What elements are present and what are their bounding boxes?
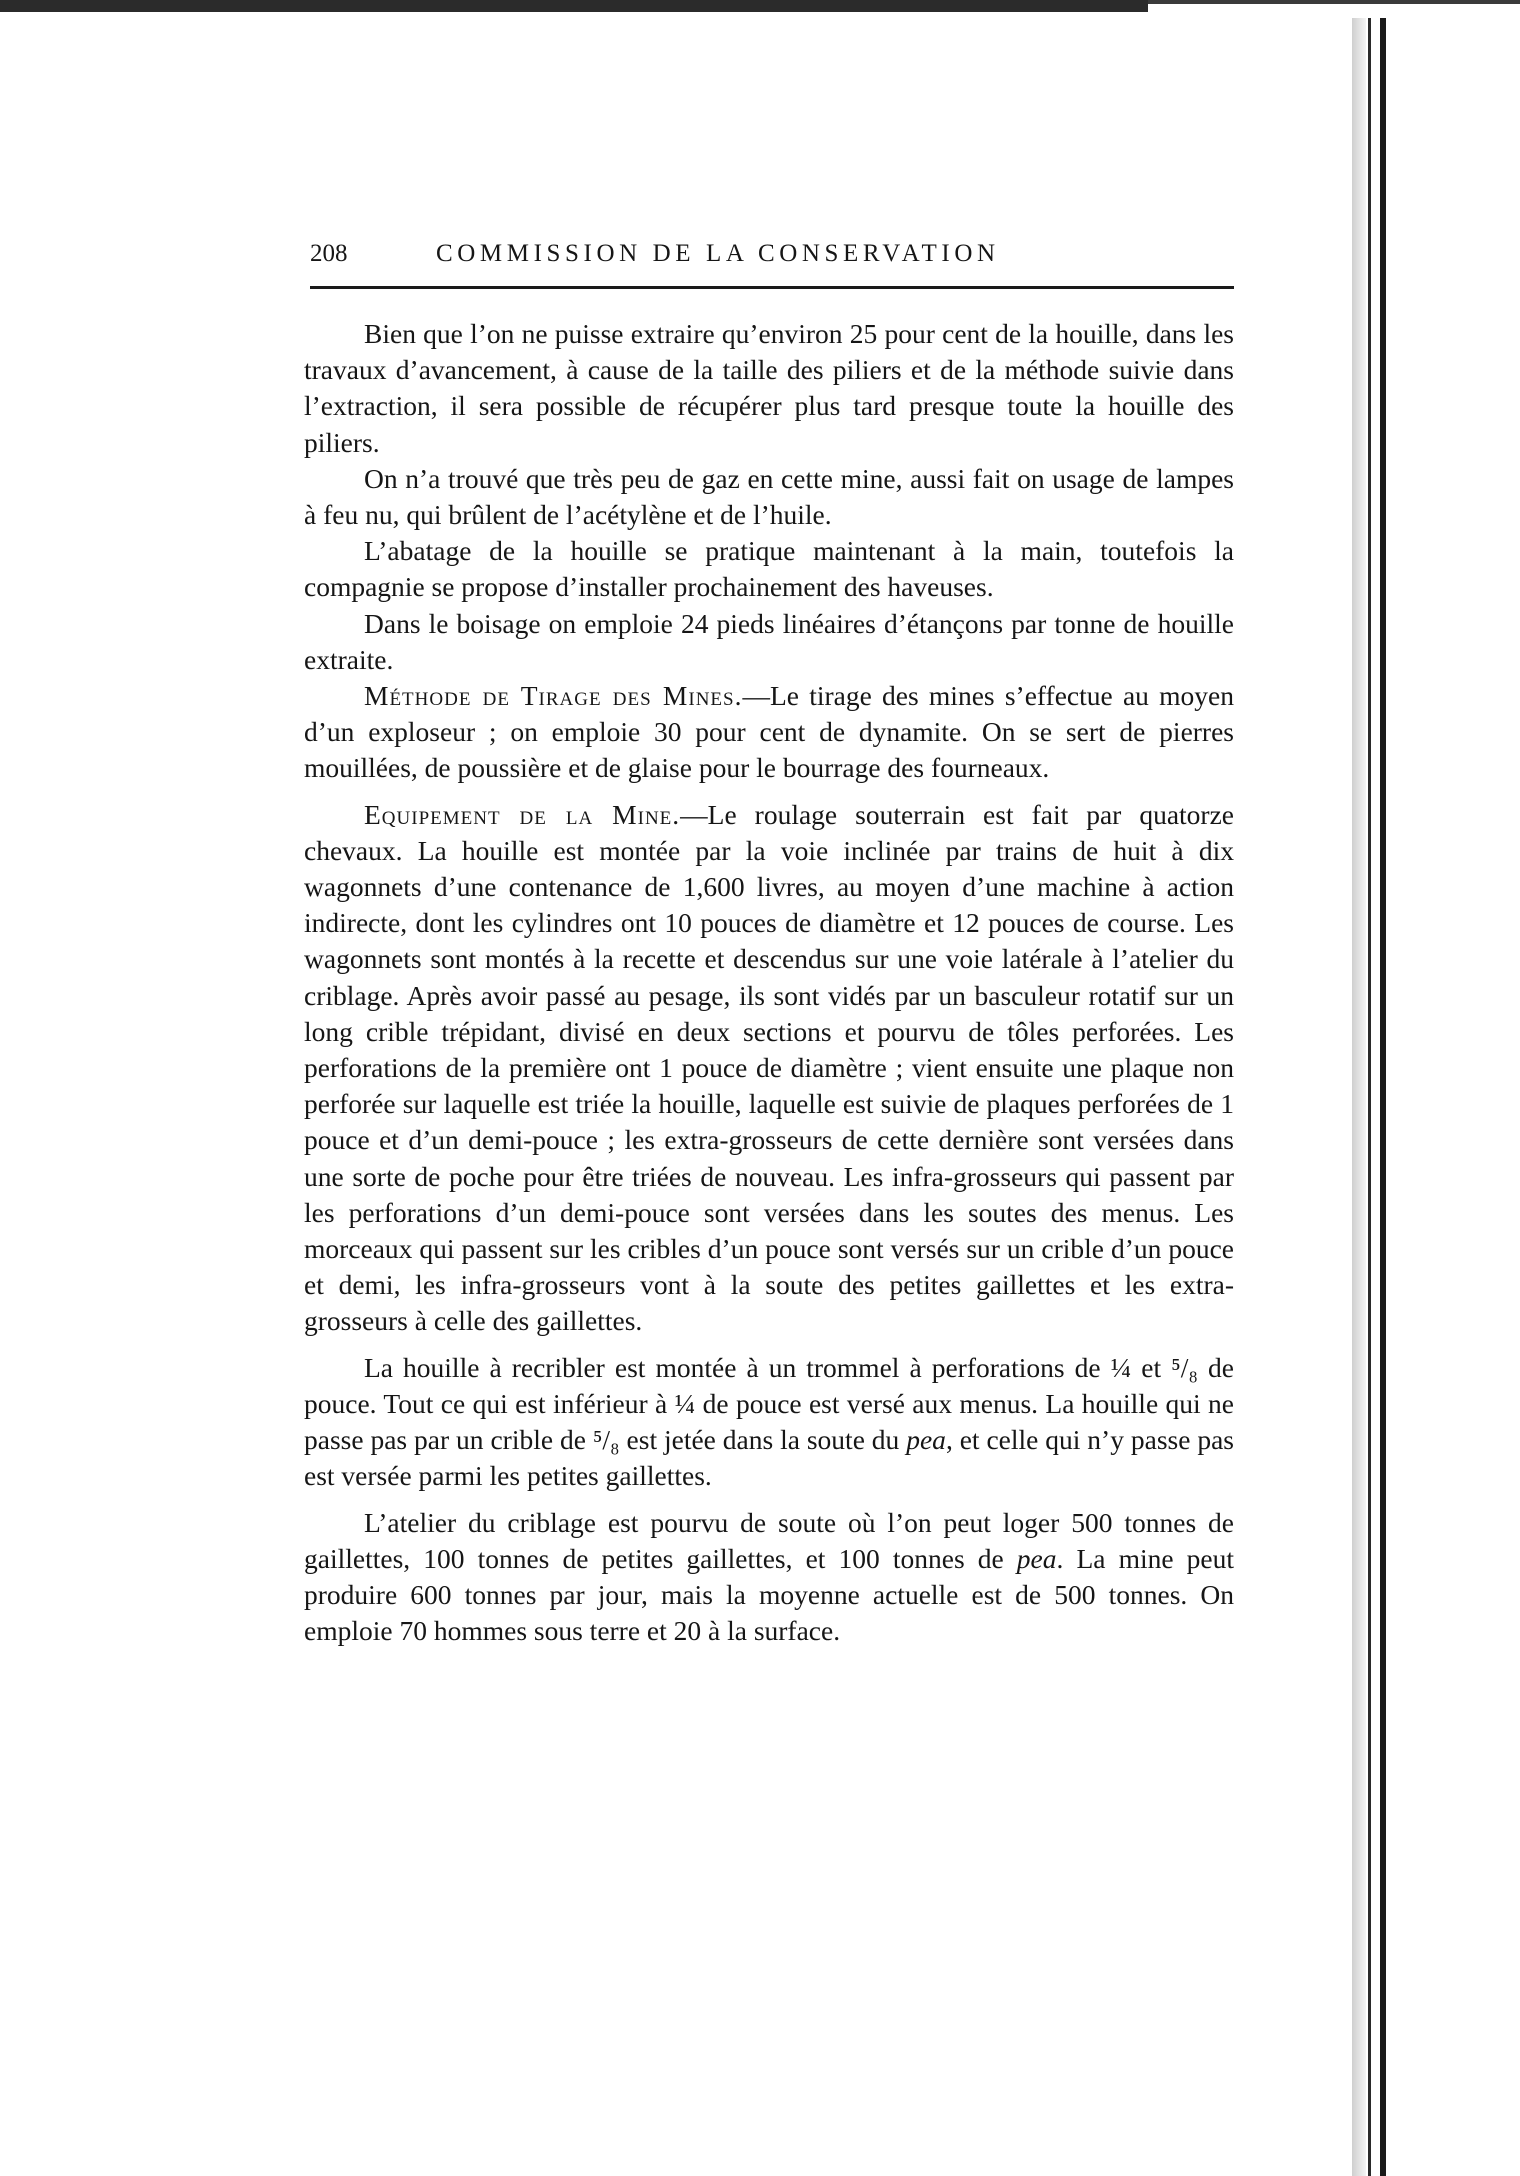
paragraph-1: Bien que l’on ne puisse extraire qu’environ 25 pour cent de la houille, dans les travaux d’avancement, à cause de la taille des piliers et de la méthode suivie dans l’extraction, il sera possible de récupérer plus tard presque toute la houille des piliers. [304, 318, 1234, 458]
running-title: COMMISSION DE LA CONSERVATION [436, 240, 1000, 267]
paragraph-2: On n’a trouvé que très peu de gaz en cette mine, aussi fait on usage de lampes à feu nu, qui brûlent de l’acétylène et de l’huile. [304, 462, 1234, 531]
page-number: 208 [310, 240, 348, 267]
paragraph-5 [304, 678, 1234, 787]
paragraph-8 [304, 1505, 1234, 1650]
header-rule [310, 286, 1234, 289]
gutter-line [1380, 18, 1386, 2176]
facing-page-edge [1368, 18, 1520, 2176]
paragraph-6-text: —Le roulage souterrain est fait par quatorze chevaux. La houille est montée par la voie inclinée par trains de huit à dix wagonnets d’une contenance de 1,600 livres, au moyen d’une machine à action indirecte, dont les cylindres ont 10 pouces de diamètre et 12 pouces de course. Les wagonnets sont montés à la recette et descendus sur une voie latérale à l’atelier du criblage. Après avoir passé au pesage, ils sont vidés par un basculeur rotatif sur un long crible trépidant, divisé en deux sections et pourvu de tôles perforées. Les perforations de la première ont 1 pouce de diamètre ; vient ensuite une plaque non perforée sur laquelle est triée la houille, laquelle est suivie de plaques perforées de 1 pouce et d’un demi-pouce ; les extra-grosseurs de cette dernière sont versées dans une sorte de poche pour être triées de nouveau. Les infra-grosseurs qui passent par les perforations d’un demi-pouce sont versées dans les soutes des menus. Les morceaux qui passent sur les cribles d’un pouce sont versés sur un crible d’un pouce et demi, les infra-grosseurs vont à la soute des petites gaillettes et les extra-grosseurs à celle des gaillettes. [304, 798, 1234, 1337]
scan-border-top [0, 0, 1148, 12]
scan-border-top-thin [1148, 0, 1520, 4]
paragraph-6 [304, 797, 1234, 1340]
pea-italic: pea [906, 1424, 946, 1456]
body-text [304, 316, 1234, 1649]
section-heading-tirage: Méthode de Tirage des Mines. [364, 680, 743, 712]
paragraph-7 [304, 1350, 1234, 1495]
paragraph-5-text: —Le tirage des mines s’effectue au moyen d’un exploseur ; on emploie 30 pour cent de dynamite. On se sert de pierres mouillées, de poussière et de glaise pour le bourrage des fourneaux. [304, 680, 1234, 784]
paragraph-7-part-a: La houille à recribler est montée à un trommel à perforations de ¼ et ⁵/₈ de pouce. Tout ce qui est inférieur à ¼ de pouce est versé aux menus. La houille qui ne passe pas par un crible de ⁵/₈ est jetée dans la soute du [304, 1351, 1234, 1456]
paragraph-3: L’abatage de la houille se pratique maintenant à la main, toutefois la compagnie se propose d’installer prochainement des haveuses. [304, 535, 1234, 603]
paragraph-7-part-b: , et celle qui n’y passe pas est versée parmi les petites gaillettes. [304, 1424, 1235, 1492]
page-edge-shadow [1352, 18, 1366, 2176]
section-heading-equipement: Equipement de la Mine. [364, 798, 681, 830]
running-head [310, 240, 1234, 280]
pea-italic: pea [1016, 1542, 1057, 1574]
paragraph-8-part-b: . La mine peut produire 600 tonnes par jour, mais la moyenne actuelle est de 500 tonnes. On emploie 70 hommes sous terre et 20 à la surface. [304, 1542, 1234, 1647]
paragraph-4: Dans le boisage on emploie 24 pieds linéaires d’étançons par tonne de houille extraite. [304, 607, 1234, 675]
paragraph-8-part-a: L’atelier du criblage est pourvu de soute où l’on peut loger 500 tonnes de gaillettes, 100 tonnes de petites gaillettes, et 100 tonnes de [304, 1506, 1234, 1574]
